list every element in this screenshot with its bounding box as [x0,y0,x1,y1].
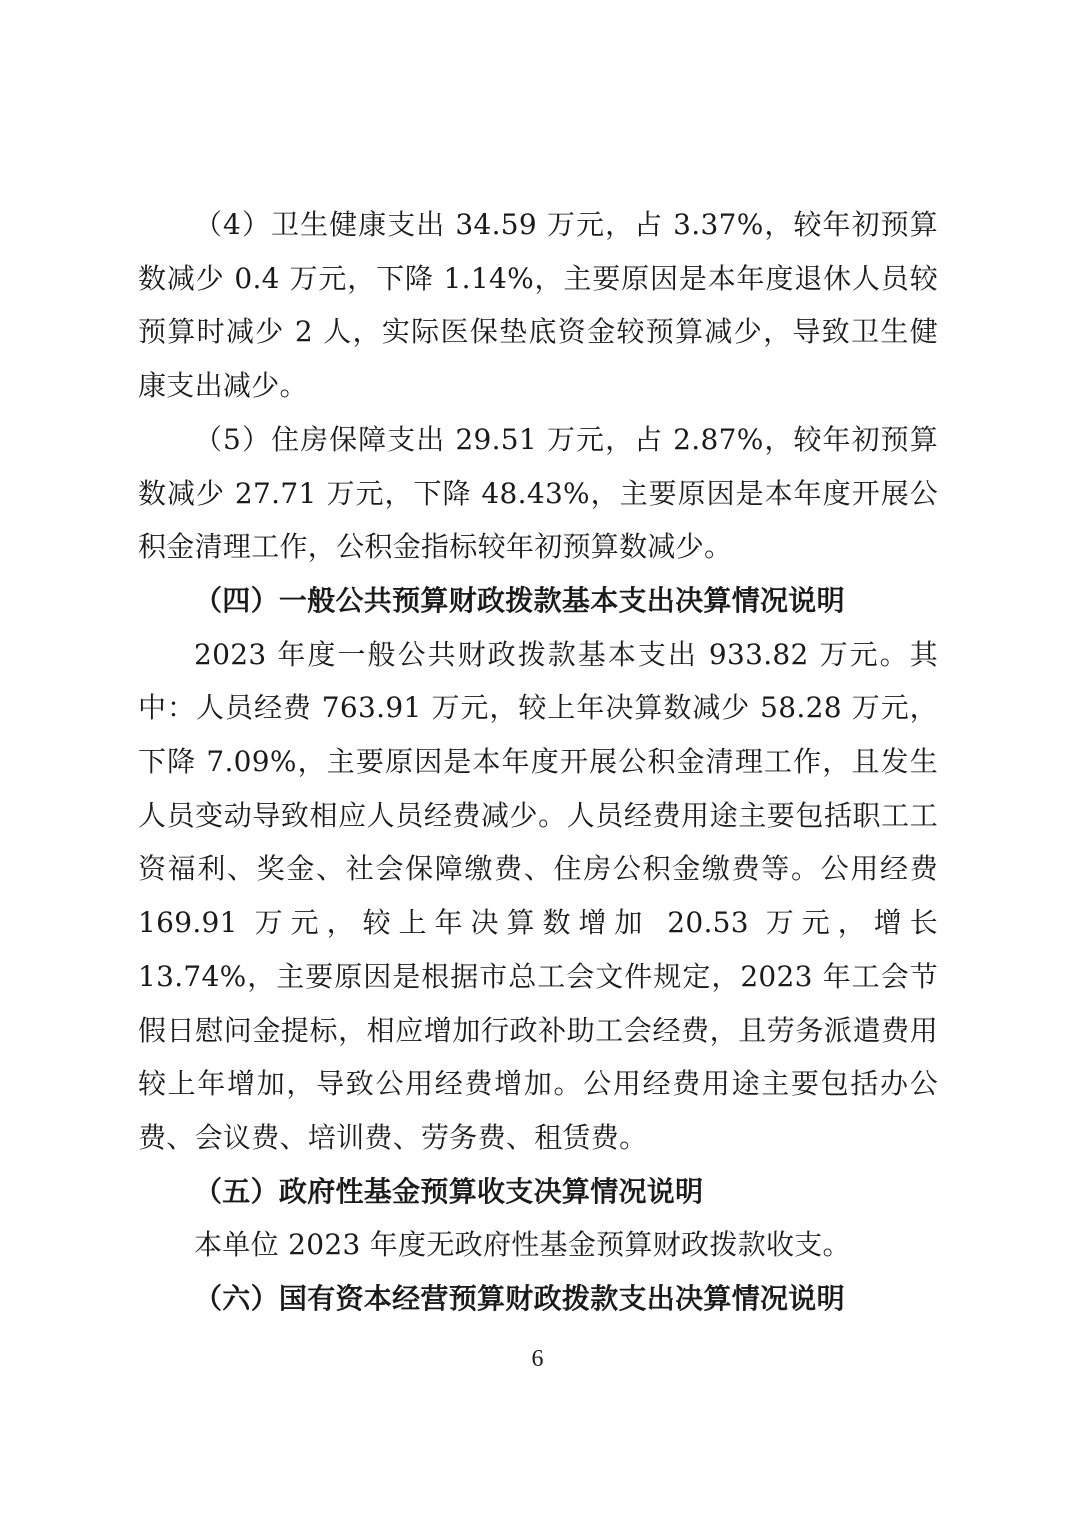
paragraph-basic-expenditure: 2023 年度一般公共财政拨款基本支出 933.82 万元。其中：人员经费 763.91 万元，较上年决算数减少 58.28 万元，下降 7.09%，主要原因是本年度开展公积金清理工作，且发生人员变动导致相应人员经费减少。人员经费用途主要包括职工工资福利、奖金、社会保障缴费、住房公积金缴费等。公用经费 169.91 万元，较上年决算数增加 20.53 万元，增长 13.74%，主要原因是根据市总工会文件规定，2023 年工会节假日慰问金提标，相应增加行政补助工会经费，且劳务派遣费用较上年增加，导致公用经费增加。公用经费用途主要包括办公费、会议费、培训费、劳务费、租赁费。 [138,637,938,1154]
section-heading-basic-expenditure: （四）一般公共预算财政拨款基本支出决算情况说明 [194,583,845,617]
section-heading-state-capital: （六）国有资本经营预算财政拨款支出决算情况说明 [194,1282,845,1316]
paragraph-health-expenditure: （4）卫生健康支出 34.59 万元，占 3.37%，较年初预算数减少 0.4 万元，下降 1.14%，主要原因是本年度退休人员较预算时减少 2 人，实际医保垫底资金较预算减少，导致卫生健康支出减少。 [138,208,938,403]
body-text [138,198,938,1326]
section-heading-government-fund: （五）政府性基金预算收支决算情况说明 [194,1174,704,1208]
paragraph-government-fund: 本单位 2023 年度无政府性基金预算财政拨款收支。 [194,1228,851,1262]
page-number: 6 [531,1346,544,1372]
paragraph-housing-expenditure: （5）住房保障支出 29.51 万元，占 2.87%，较年初预算数减少 27.71 万元，下降 48.43%，主要原因是本年度开展公积金清理工作，公积金指标较年初预算数减少。 [138,422,938,564]
